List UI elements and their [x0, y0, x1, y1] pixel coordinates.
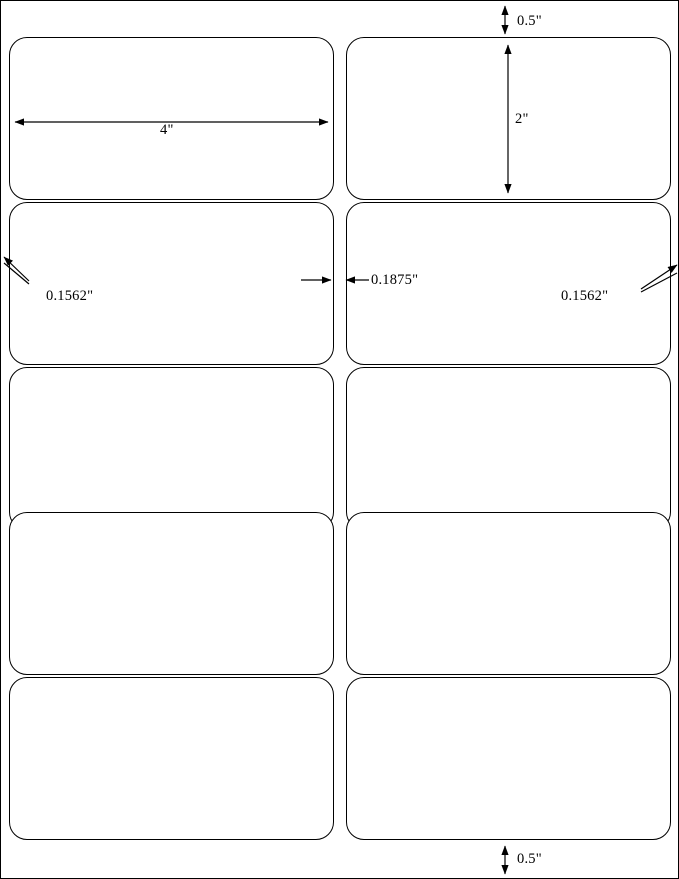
label-cell-9: [9, 677, 334, 840]
label-cell-5: [9, 367, 334, 530]
label-cell-7: [9, 512, 334, 675]
label-cell-8: [346, 512, 671, 675]
label-cell-1: [9, 37, 334, 200]
dimension-label-width: 4": [160, 122, 174, 138]
label-cell-6: [346, 367, 671, 530]
dimension-top-margin: 0.5": [517, 13, 542, 29]
dimension-left-margin: 0.1562": [46, 288, 94, 304]
label-cell-3: [9, 202, 334, 365]
dimension-bottom-margin: 0.5": [517, 851, 542, 867]
dimension-label-height: 2": [515, 111, 529, 127]
dimension-column-gap: 0.1875": [371, 272, 419, 288]
label-cell-10: [346, 677, 671, 840]
label-cell-2: [346, 37, 671, 200]
dimension-right-margin: 0.1562": [561, 288, 609, 304]
